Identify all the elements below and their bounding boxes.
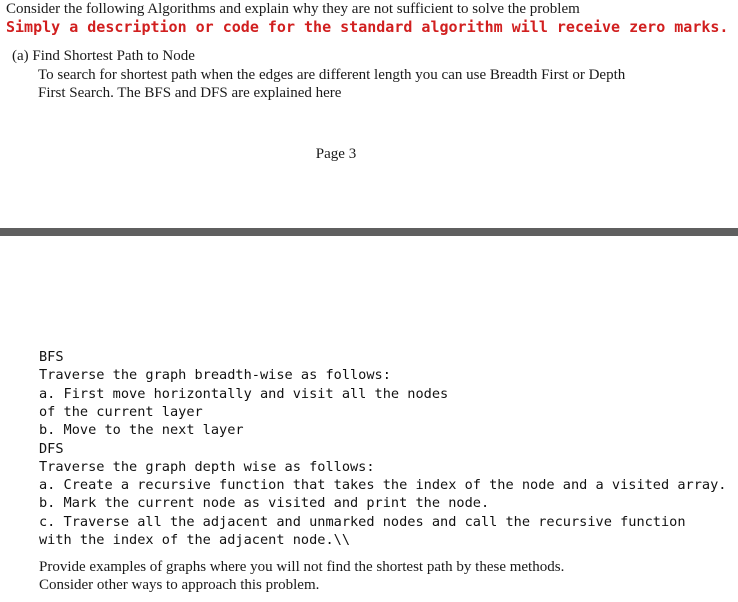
code-line: Traverse the graph depth wise as follows:	[39, 459, 375, 475]
code-line: Traverse the graph breadth-wise as follows:	[39, 367, 391, 383]
closing-line: Provide examples of graphs where you will not find the shortest path by these methods.	[39, 559, 565, 575]
part-a-body-line: First Search. The BFS and DFS are explained here	[38, 85, 342, 101]
code-line: b. Mark the current node as visited and print the node.	[39, 495, 490, 511]
code-line: DFS	[39, 441, 64, 457]
code-line: c. Traverse all the adjacent and unmarked nodes and call the recursive function	[39, 514, 686, 530]
code-line: of the current layer	[39, 404, 203, 420]
question-intro: Consider the following Algorithms and explain why they are not sufficient to solve the problem	[6, 1, 580, 17]
code-line: a. First move horizontally and visit all the nodes	[39, 386, 449, 402]
code-line: BFS	[39, 349, 64, 365]
page-number: Page 3	[315, 146, 357, 162]
code-line: b. Move to the next layer	[39, 422, 244, 438]
marking-warning: Simply a description or code for the standard algorithm will receive zero marks.	[6, 18, 729, 36]
code-line: with the index of the adjacent node.\\	[39, 532, 350, 548]
code-line: a. Create a recursive function that takes the index of the node and a visited array.	[39, 477, 727, 493]
part-a-heading: (a) Find Shortest Path to Node	[12, 48, 195, 64]
page-separator	[0, 228, 738, 236]
closing-line: Consider other ways to approach this problem.	[39, 577, 320, 593]
part-a-body-line: To search for shortest path when the edges are different length you can use Breadth First or Depth	[38, 67, 626, 83]
